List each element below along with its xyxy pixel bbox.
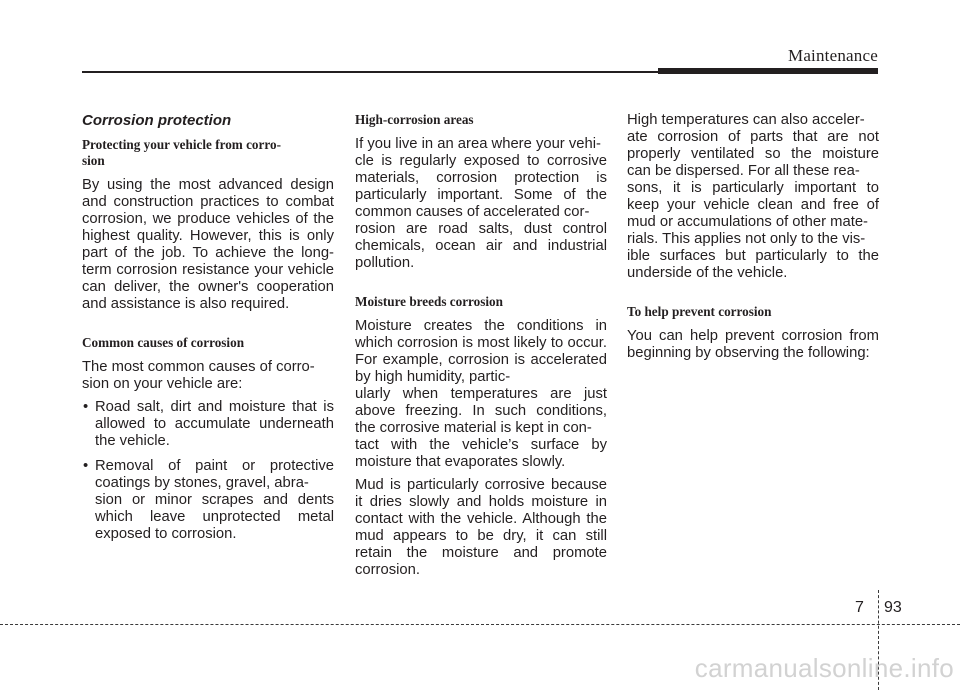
list-item: • Removal of paint or protective coatings by stones, gravel, abra- sion or minor scrapes and dents which leave unprotected metal exposed to corrosion. — [82, 458, 334, 543]
subheading-protecting: Protecting your vehicle from corro- sion — [82, 137, 281, 168]
paragraph-mud: Mud is particularly corrosive because it dries slowly and holds moisture in contact with the vehicle. Although the mud appears to be dry, it can still retain the moisture and promote corrosion. — [355, 477, 607, 578]
list-item: • Road salt, dirt and moisture that is allowed to accumulate underneath the vehicle. — [82, 399, 334, 450]
paragraph-intro: By using the most advanced design and construction practices to combat corrosion, we produce vehicles of the highest quality. However, this is only part of the job. To achieve the long-term corrosion resistance your vehicle can deliver, the owner's cooperation and assistance is also required. — [82, 177, 334, 312]
section-title: Corrosion protection — [82, 112, 232, 129]
chapter-number: 7 — [855, 599, 864, 616]
page-number: 93 — [884, 599, 902, 616]
header-rule-bar — [658, 68, 878, 74]
column-left — [82, 112, 334, 551]
causes-list — [82, 399, 334, 543]
paragraph-high-corrosion: If you live in an area where your vehi- cle is regularly exposed to corrosive materials, corrosion protection is particularly important. Some of the common causes of accelerated cor- rosion are road salts, dust control chemicals, ocean air and industrial pollution. — [355, 136, 607, 271]
paragraph-moisture: Moisture creates the conditions in which corrosion is most likely to occur. For example, corrosion is accelerated by high humidity, partic- ularly when temperatures are just above freezing. In such conditions, the corrosive material is kept in con- tact with the vehicle’s surface by moisture that evaporates slowly. — [355, 318, 607, 470]
subheading-moisture: Moisture breeds corrosion — [355, 294, 503, 309]
running-title: Maintenance — [788, 46, 878, 65]
column-right — [627, 112, 879, 362]
paragraph-common-causes: The most common causes of corro- sion on your vehicle are: — [82, 359, 315, 392]
column-middle — [355, 112, 607, 579]
subheading-prevent-corrosion: To help prevent corrosion — [627, 304, 772, 319]
footer-dashed-rule — [0, 624, 960, 625]
header-rule — [82, 71, 702, 73]
subheading-common-causes: Common causes of corrosion — [82, 335, 245, 350]
watermark: carmanualsonline.info — [694, 653, 954, 683]
subheading-high-corrosion: High-corrosion areas — [355, 112, 474, 127]
paragraph-prevent: You can help prevent corrosion from beginning by observing the following: — [627, 328, 879, 361]
paragraph-high-temperatures: High temperatures can also acceler- ate corrosion of parts that are not properly ventilated so the moisture can be dispersed. For all these rea- sons, it is particularly important to keep your vehicle clean and free of mud or accumulations of other mate- rials. This applies not only to the vis- ible surfaces but particularly to the underside of the vehicle. — [627, 112, 879, 281]
